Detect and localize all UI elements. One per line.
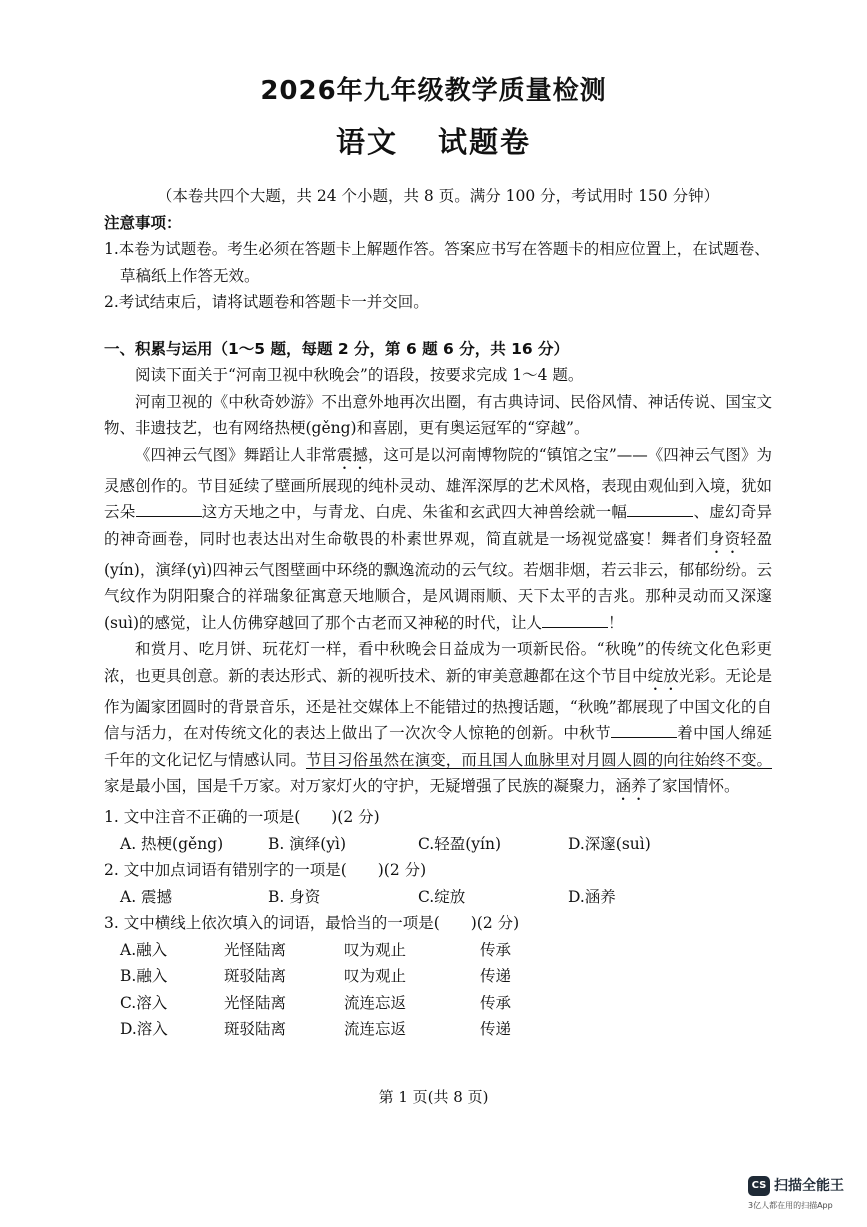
notice-item-1: 1.本卷为试题卷。考生必须在答题卡上解题作答。答案应书写在答题卡的相应位置上，在试题卷、草稿纸上作答无效。 <box>104 240 770 285</box>
dotted-word-1: 震撼 <box>336 445 368 464</box>
notice-heading: 注意事项： <box>104 213 182 232</box>
q1-option-b: B. 演绎(yì) <box>268 834 347 853</box>
passage-paragraph-2 <box>104 442 772 637</box>
question-1-options <box>104 831 772 858</box>
q3-c-word-1: C.溶入 <box>120 993 168 1012</box>
passage-paragraph-1: 河南卫视的《中秋奇妙游》不出意外地再次出圈，有古典诗词、民俗风情、神话传说、国宝文物、非遗技艺，也有网络热梗(gěng)和喜剧，更有奥运冠军的“穿越”。 <box>104 392 772 437</box>
underlined-sentence: 节目习俗虽然在演变，而且国人血脉里对月圆人圆的向往始终不变。 <box>305 750 772 769</box>
q2-option-b: B. 身资 <box>268 887 321 906</box>
scanner-app-name: 扫描全能王 <box>774 1178 844 1194</box>
q3-a-word-4: 传承 <box>480 940 512 959</box>
section-1-intro: 阅读下面关于“河南卫视中秋晚会”的语段，按要求完成 1～4 题。 <box>135 366 584 384</box>
q3-c-word-3: 流连忘返 <box>344 993 407 1012</box>
page-number: 第 1 页(共 8 页) <box>378 1088 489 1106</box>
p3-text-a: 和赏月、吃月饼、玩花灯一样，看中秋晚会日益成为一项新民俗。“秋晚”的传统文化色彩更浓，也更具创意。新的表达形式、新的视听技术、新的审美意趣都在这个节目中 <box>104 640 772 685</box>
p3-text-c: 着中国人绵延千年的文化记忆与情感认同。 <box>104 724 772 769</box>
scanner-tagline: 3亿人都在用的扫描App <box>748 1201 833 1210</box>
question-1-stem: 1. 文中注音不正确的一项是( )(2 分) <box>104 808 380 826</box>
answer-blank-3 <box>542 611 608 628</box>
q3-d-word-3: 流连忘返 <box>344 1020 407 1038</box>
q3-c-word-4: 传承 <box>480 993 512 1012</box>
scope-note: （本卷共四个大题，共 24 个小题，共 8 页。满分 100 分，考试用时 150 分钟） <box>156 187 720 205</box>
p2-text-c: 这方天地之中，与青龙、白虎、朱雀和玄武四大神兽绘就一幅 <box>201 503 628 521</box>
q1-option-c: C.轻盈(yín) <box>418 834 502 853</box>
q3-a-word-1: A.融入 <box>120 940 168 959</box>
dotted-word-4: 涵养 <box>615 777 647 795</box>
q3-b-word-1: B.融入 <box>120 967 168 985</box>
q3-d-word-4: 传递 <box>480 1020 512 1038</box>
dotted-word-2: 身资 <box>708 529 741 548</box>
q3-c-word-2: 光怪陆离 <box>224 993 287 1012</box>
answer-blank-2 <box>627 500 693 517</box>
question-2-options <box>104 884 772 911</box>
p2-text-a: 《四神云气图》舞蹈让人非常 <box>135 445 337 464</box>
p2-text-d: 、虚幻奇异的神奇画卷，同时也表达出对生命敬畏的朴素世界观，简直就是一场视觉盛宴！舞者们 <box>104 503 772 548</box>
answer-blank-1 <box>136 500 202 517</box>
exam-subtitle: 语文 试题卷 <box>335 125 532 159</box>
q3-option-row-c <box>104 990 772 1017</box>
q2-option-d: D.涵养 <box>568 887 616 906</box>
q3-b-word-2: 斑驳陆离 <box>224 967 287 985</box>
q3-option-row-b <box>104 963 772 990</box>
q3-b-word-3: 叹为观止 <box>344 967 407 985</box>
q1-option-d: D.深邃(suì) <box>568 834 651 853</box>
section-1-heading: 一、积累与运用（1～5 题，每题 2 分，第 6 题 6 分，共 16 分） <box>104 339 570 358</box>
answer-blank-4 <box>611 721 677 738</box>
question-2-stem: 2. 文中加点词语有错别字的一项是( )(2 分) <box>104 861 427 879</box>
q3-a-word-2: 光怪陆离 <box>224 940 287 959</box>
p2-text-b: ，这可是以河南博物院的“镇馆之宝”——《四神云气图》为灵感创作的。节目延续了壁画所展现的纯朴灵动、雄浑深厚的艺术风格，表现由观仙到入境，犹如云朵 <box>104 445 772 521</box>
q3-option-row-d <box>104 1016 772 1043</box>
q3-d-word-1: D.溶入 <box>120 1020 168 1038</box>
q3-a-word-3: 叹为观止 <box>344 940 407 959</box>
question-3-stem: 3. 文中横线上依次填入的词语，最恰当的一项是( )(2 分) <box>104 914 520 932</box>
exam-title: 2026年九年级教学质量检测 <box>260 76 607 106</box>
passage-paragraph-3 <box>104 636 772 804</box>
q3-d-word-2: 斑驳陆离 <box>224 1020 287 1038</box>
q2-option-c: C.绽放 <box>418 887 466 906</box>
q3-b-word-4: 传递 <box>480 967 512 985</box>
scanner-watermark <box>748 1176 858 1222</box>
p3-text-e: 了家国情怀。 <box>646 777 740 795</box>
q1-option-a: A. 热梗(gěng) <box>120 834 224 853</box>
exam-body <box>104 183 772 1043</box>
p3-text-d: 家是最小国，国是千万家。对万家灯火的守护，无疑增强了民族的凝聚力， <box>104 777 616 795</box>
scanner-logo-icon: CS <box>748 1176 770 1196</box>
q3-option-row-a <box>104 937 772 964</box>
p3-text-b: 光彩。无论是作为阖家团圆时的背景音乐，还是社交媒体上不能错过的热搜话题，“秋晚”都展现了中国文化的自信与活力，在对传统文化的表达上做出了一次次令人惊艳的创新。中秋节 <box>104 666 772 742</box>
notice-item-2: 2.考试结束后，请将试题卷和答题卡一并交回。 <box>104 293 429 311</box>
p2-text-e: 轻盈(yín)，演绎(yì)四神云气图壁画中环绕的飘逸流动的云气纹。若烟非烟，若云非云，郁郁纷纷。云气纹作为阴阳聚合的祥瑞象征寓意天地顺合，是风调雨顺、天下太平的吉兆。那种灵动而又深邃(suì)的感觉，让人仿佛穿越回了那个古老而又神秘的时代，让人 <box>104 529 772 632</box>
dotted-word-3: 绽放 <box>647 666 679 685</box>
q2-option-a: A. 震撼 <box>120 887 173 906</box>
p2-text-f: ！ <box>608 613 624 632</box>
